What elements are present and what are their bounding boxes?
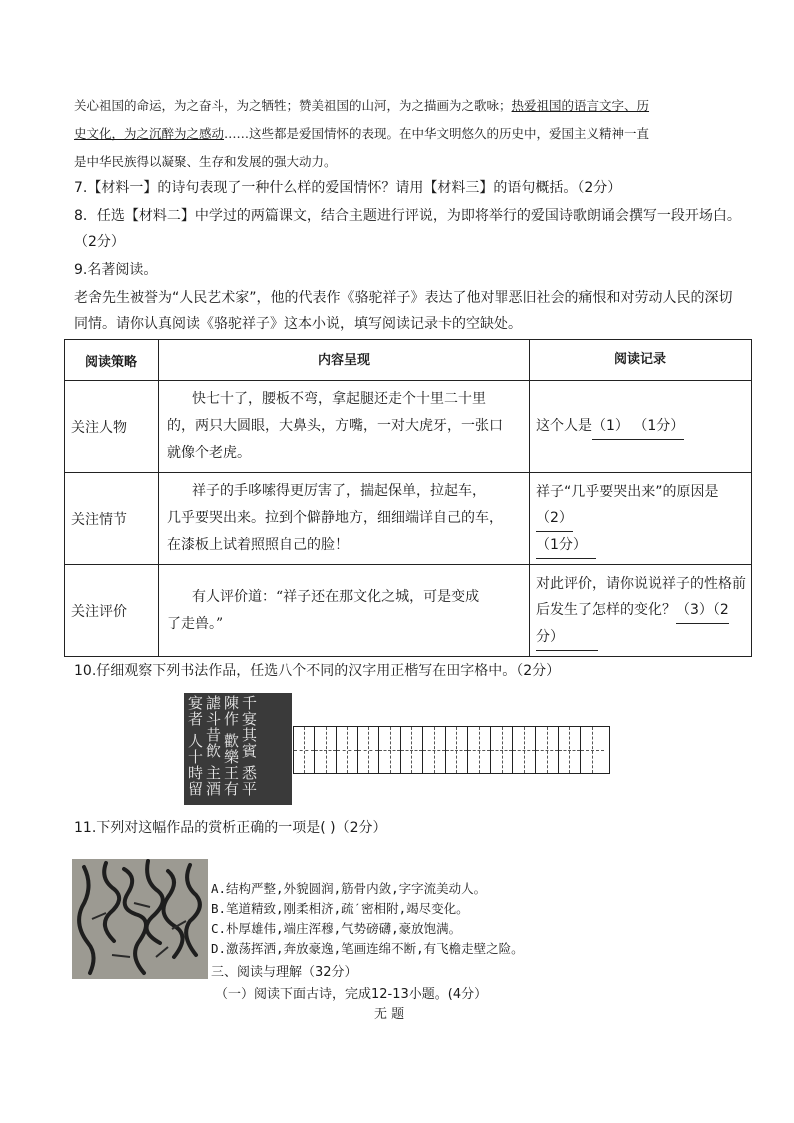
table-header-row (65, 340, 752, 381)
row-strategy: 关注评价 (65, 565, 159, 657)
table-row (65, 565, 752, 657)
question-7: 7.【材料一】的诗句表现了一种什么样的爱国情怀？请用【材料三】的语句概括。（2分） (74, 180, 622, 196)
grid-cell[interactable] (294, 727, 315, 773)
row-record: 这个人是（1） （1分） (530, 381, 752, 473)
grid-cell[interactable] (446, 727, 469, 773)
tianzige-grid-1[interactable] (293, 726, 423, 774)
intro-line-3: 是中华民族得以凝聚、生存和发展的强大动力。 (74, 154, 337, 169)
header-record: 阅读记录 (530, 340, 752, 381)
question-10: 10.仔细观察下列书法作品，任选八个不同的汉字用正楷写在田字格中。（2分） (74, 663, 561, 679)
calligraphy-image-1: 千宴其賓 悉平陳作 歡樂王有 謔斗昔飲 主酒宴者 人十時留 (184, 693, 292, 805)
row-content: 快七十了，腰板不弯，拿起腿还走个十里二十里 的，两只大圆眼，大鼻头，方嘴，一对大虎牙，一张口 就像个老虎。 (159, 381, 530, 473)
row-record: 对此评价，请你说说祥子的性格前 后发生了怎样的变化？（3）（2 分） (530, 565, 752, 657)
grid-cell[interactable] (401, 727, 422, 773)
intro-line-2: 史文化，为之沉醉为之感动……这些都是爱国情怀的表现。在中华文明悠久的历史中，爱国主义精神一直 (74, 126, 650, 141)
poem-title: 无 题 (374, 1007, 405, 1022)
grid-cell[interactable] (536, 727, 559, 773)
option-a[interactable]: A.结构严整,外貌圆润,筋骨内敛,字字流美动人。 (211, 881, 487, 896)
calligraphy-image-2 (72, 859, 208, 979)
grid-cell[interactable] (559, 727, 582, 773)
reading-record-card (64, 339, 752, 657)
answer-blank-2[interactable]: （2） (536, 505, 573, 532)
section-3-heading: 三、阅读与理解（32分） (211, 965, 358, 980)
header-content: 内容呈现 (159, 340, 530, 381)
intro-line-1: 关心祖国的命运，为之奋斗，为之牺牲；赞美祖国的山河，为之描画为之歌咏；热爱祖国的语言文字、历 (74, 98, 650, 113)
grid-cell[interactable] (491, 727, 514, 773)
question-8-line-2: （2分） (74, 234, 125, 250)
row-strategy: 关注情节 (65, 473, 159, 565)
header-strategy: 阅读策略 (65, 340, 159, 381)
cursive-brush-strokes (72, 859, 208, 979)
grid-cell[interactable] (315, 727, 336, 773)
table-row (65, 381, 752, 473)
grid-cell[interactable] (358, 727, 379, 773)
tianzige-grid-2[interactable] (422, 726, 610, 774)
option-d[interactable]: D.激荡挥洒,奔放豪逸,笔画连绵不断,有飞檐走壁之险。 (211, 941, 524, 956)
row-content: 有人评价道：“祥子还在那文化之城，可是变成 了走兽。” (159, 565, 530, 657)
grid-cell[interactable] (337, 727, 358, 773)
question-9-line-1: 老舍先生被誉为“人民艺术家”，他的代表作《骆驼祥子》表达了他对罪恶旧社会的痛恨和对劳动人民的深切 (74, 290, 733, 306)
answer-blank-3[interactable]: （3）（2 (676, 597, 729, 624)
table-row (65, 473, 752, 565)
grid-cell[interactable] (513, 727, 536, 773)
answer-blank-1[interactable]: （1） （1分） (592, 413, 684, 440)
question-9-title: 9.名著阅读。 (74, 262, 158, 278)
grid-cell[interactable] (581, 727, 604, 773)
grid-cell[interactable] (423, 727, 446, 773)
question-8-line-1: 8．任选【材料二】中学过的两篇课文，结合主题进行评说，为即将举行的爱国诗歌朗诵会撰写一段开场白。 (74, 208, 741, 224)
row-strategy: 关注人物 (65, 381, 159, 473)
question-11: 11.下列对这幅作品的赏析正确的一项是( )（2分） (74, 820, 387, 836)
option-b[interactable]: B.笔道精致,刚柔相济,疏ˊ密相附,竭尽变化。 (211, 901, 469, 916)
part-1-heading: （一）阅读下面古诗，完成12-13小题。(4分） (215, 987, 488, 1002)
row-content: 祥子的手哆嗦得更厉害了，揣起保单，拉起车， 几乎要哭出来。拉到个僻静地方，细细端详自己的车， 在漆板上试着照照自己的脸！ (159, 473, 530, 565)
option-c[interactable]: C.朴厚雄伟,端庄浑穆,气势磅礴,豪放饱满。 (211, 921, 462, 936)
grid-cell[interactable] (379, 727, 400, 773)
row-record: 祥子“几乎要哭出来”的原因是（2） （1分） (530, 473, 752, 565)
question-9-line-2: 同情。请你认真阅读《骆驼祥子》这本小说，填写阅读记录卡的空缺处。 (74, 316, 522, 332)
grid-cell[interactable] (468, 727, 491, 773)
